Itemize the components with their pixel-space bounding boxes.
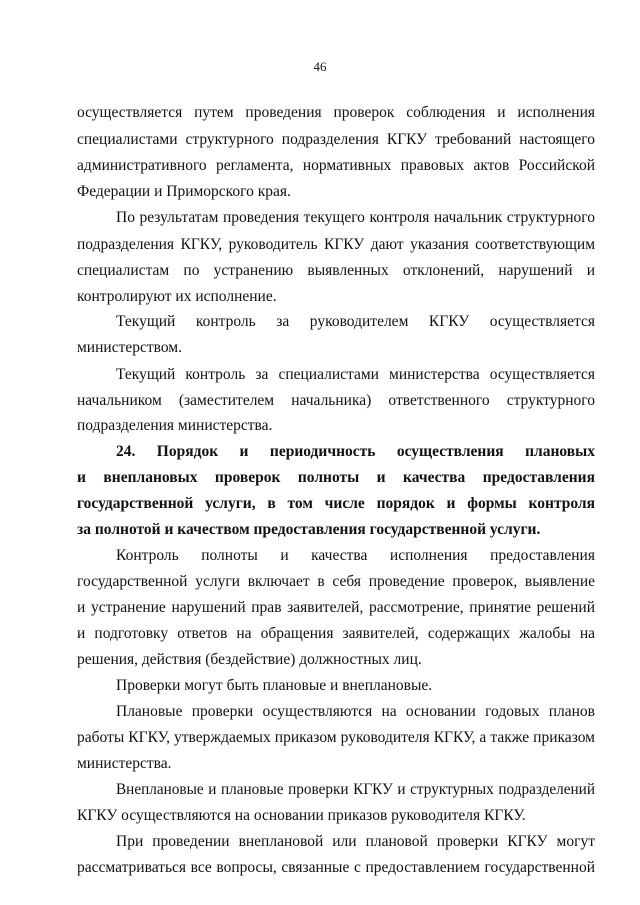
text-line: административного регламента, нормативных правовых актов Российской — [77, 157, 595, 174]
text-line: решения, действия (бездействие) должностных лиц. — [77, 651, 422, 668]
text-line: Федерации и Приморского края. — [77, 183, 291, 200]
section-heading-line: и внеплановых проверок полноты и качества предоставления — [77, 469, 595, 486]
text-line: специалистами структурного подразделения КГКУ требований настоящего — [77, 131, 595, 148]
text-line: контролируют их исполнение. — [77, 288, 277, 305]
text-line: Проверки могут быть плановые и внеплановые. — [116, 677, 433, 694]
text-line: осуществляется путем проведения проверок соблюдения и исполнения — [77, 104, 595, 121]
section-heading-line: за полнотой и качеством предоставления государственной услуги. — [77, 521, 541, 538]
text-line: государственной услуги включает в себя проведение проверок, выявление — [77, 573, 595, 590]
text-line: По результатам проведения текущего контроля начальник структурного — [116, 209, 595, 226]
text-line: работы КГКУ, утверждаемых приказом руководителя КГКУ, а также приказом — [77, 729, 595, 746]
text-line: начальником (заместителем начальника) ответственного структурного — [77, 392, 595, 409]
section-heading-line: 24. Порядок и периодичность осуществления плановых — [116, 443, 595, 460]
page-number: 46 — [313, 59, 327, 74]
text-line: подразделения министерства. — [77, 417, 273, 434]
text-line: подразделения КГКУ, руководитель КГКУ дают указания соответствующим — [77, 236, 595, 253]
text-line: Внеплановые и плановые проверки КГКУ и структурных подразделений — [116, 781, 595, 798]
text-line: КГКУ осуществляются на основании приказов руководителя КГКУ. — [77, 807, 526, 824]
text-line: рассматриваться все вопросы, связанные с предоставлением государственной — [77, 859, 595, 876]
text-line: Плановые проверки осуществляются на основании годовых планов — [116, 703, 595, 720]
text-line: Контроль полноты и качества исполнения предоставления — [116, 547, 595, 564]
text-line: При проведении внеплановой или плановой проверки КГКУ могут — [116, 833, 595, 850]
text-line: специалистам по устранению выявленных отклонений, нарушений и — [77, 262, 595, 279]
section-heading-line: государственной услуги, в том числе порядок и формы контроля — [77, 495, 595, 512]
text-line: Текущий контроль за руководителем КГКУ осуществляется — [116, 313, 595, 330]
text-line: Текущий контроль за специалистами министерства осуществляется — [116, 366, 595, 383]
text-line: и подготовку ответов на обращения заявителей, содержащих жалобы на — [77, 625, 595, 642]
text-line: министерства. — [77, 755, 172, 772]
text-line: и устранение нарушений прав заявителей, рассмотрение, принятие решений — [77, 599, 595, 616]
text-line: министерством. — [77, 339, 182, 356]
